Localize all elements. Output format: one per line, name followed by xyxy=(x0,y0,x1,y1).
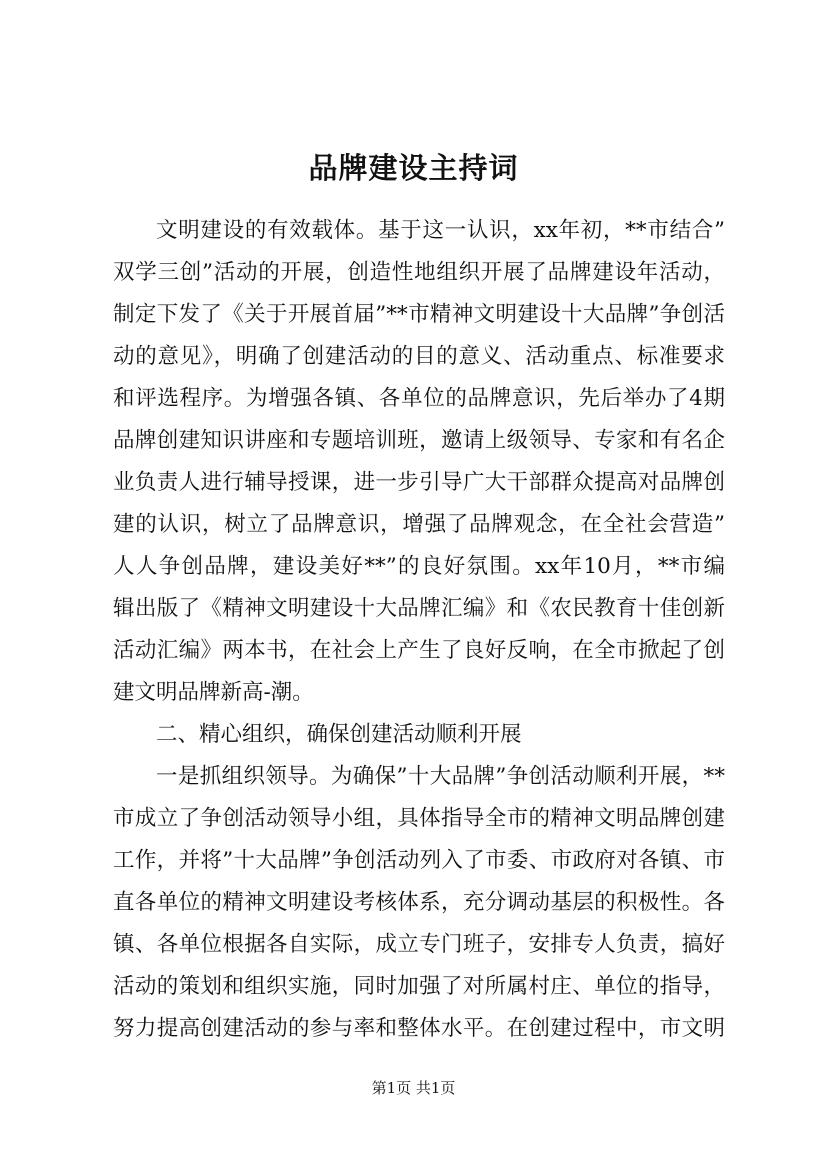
document-title: 品牌建设主持词 xyxy=(308,151,519,185)
body-line: 业负责人进行辅导授课，进一步引导广大干部群众提高对品牌创 xyxy=(113,470,725,495)
document-body xyxy=(113,210,725,1050)
body-line: 人人争创品牌，建设美好**”的良好氛围。xx年10月，**市编 xyxy=(113,554,725,579)
body-line: 建的认识，树立了品牌意识，增强了品牌观念，在全社会营造” xyxy=(113,512,725,537)
body-line: 活动汇编》两本书，在社会上产生了良好反响，在全市掀起了创 xyxy=(113,638,725,663)
body-line: 直各单位的精神文明建设考核体系，充分调动基层的积极性。各 xyxy=(113,890,725,915)
body-line: 努力提高创建活动的参与率和整体水平。在创建过程中，市文明 xyxy=(113,1016,725,1041)
body-line: 双学三创”活动的开展，创造性地组织开展了品牌建设年活动， xyxy=(113,260,725,285)
body-line: 文明建设的有效载体。基于这一认识，xx年初，**市结合” xyxy=(156,218,725,243)
body-line: 和评选程序。为增强各镇、各单位的品牌意识，先后举办了4期 xyxy=(113,386,725,411)
body-line: 建文明品牌新高-潮。 xyxy=(113,680,314,705)
body-line: 品牌创建知识讲座和专题培训班，邀请上级领导、专家和有名企 xyxy=(113,428,725,453)
body-line: 动的意见》，明确了创建活动的目的意义、活动重点、标准要求 xyxy=(113,344,725,369)
page-number-footer: 第1页 共1页 xyxy=(371,1079,456,1097)
body-line: 活动的策划和组织实施，同时加强了对所属村庄、单位的指导， xyxy=(113,974,725,999)
body-line: 市成立了争创活动领导小组，具体指导全市的精神文明品牌创建 xyxy=(113,806,725,831)
body-line: 制定下发了《关于开展首届”**市精神文明建设十大品牌”争创活 xyxy=(113,302,725,327)
body-line: 辑出版了《精神文明建设十大品牌汇编》和《农民教育十佳创新 xyxy=(113,596,725,621)
body-line: 镇、各单位根据各自实际，成立专门班子，安排专人负责，搞好 xyxy=(113,932,725,957)
body-line: 工作，并将”十大品牌”争创活动列入了市委、市政府对各镇、市 xyxy=(113,848,725,873)
body-line: 一是抓组织领导。为确保”十大品牌”争创活动顺利开展，** xyxy=(156,764,725,789)
section-heading: 二、精心组织，确保创建活动顺利开展 xyxy=(156,722,522,747)
